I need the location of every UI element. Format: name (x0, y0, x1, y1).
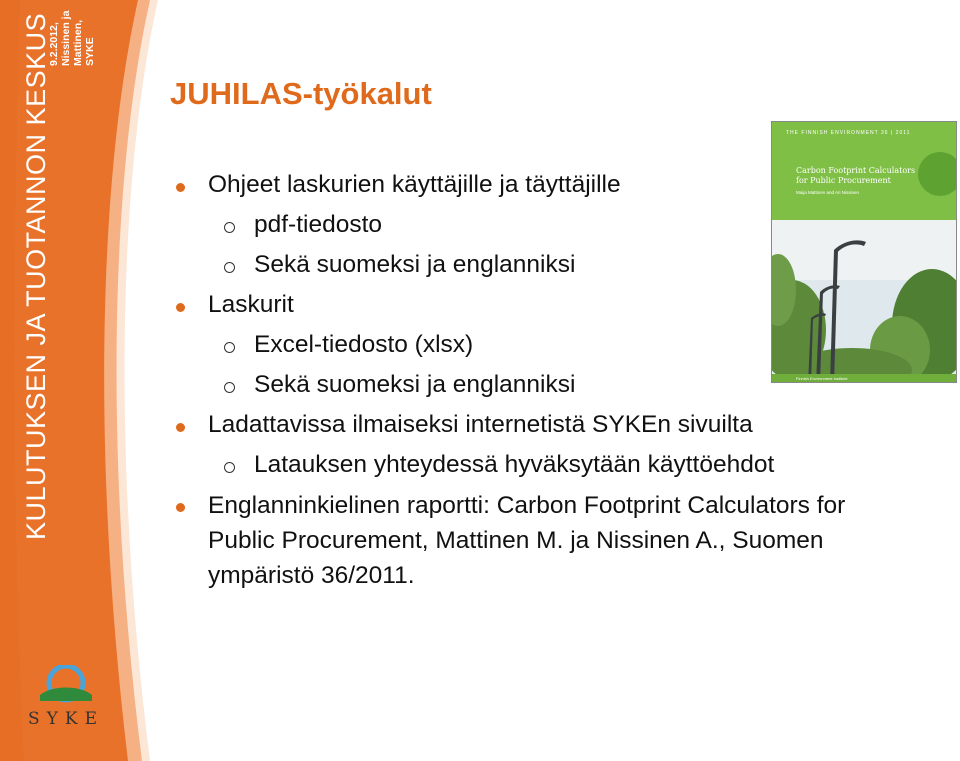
author-line: Nissinen ja (60, 10, 72, 66)
syke-logo (18, 665, 114, 735)
cover-title (796, 166, 916, 186)
sub-bullet-ring-icon (224, 222, 235, 233)
cover-photo (772, 220, 957, 383)
sub-bullet-ring-icon (224, 462, 235, 473)
cover-series: THE FINNISH ENVIRONMENT 36 | 2011 (786, 130, 911, 136)
syke-logo-icon (36, 665, 96, 707)
sub-bullet-text: Latauksen yhteydessä hyväksytään käyttöehdot (254, 451, 775, 478)
org-line: SYKE (84, 37, 96, 66)
bullet-text-line: Public Procurement, Mattinen M. ja Nissinen A., Suomen (208, 527, 824, 554)
author-line: Mattinen, (72, 19, 84, 66)
bullet-text-line: Englanninkielinen raportti: Carbon Footprint Calculators for (208, 492, 846, 519)
bullet-text-line: ympäristö 36/2011. (208, 562, 415, 589)
bullet-dot-icon (176, 183, 185, 192)
sub-bullet-text: Sekä suomeksi ja englanniksi (254, 251, 576, 278)
vertical-title: KULUTUKSEN JA TUOTANNON KESKUS (21, 12, 51, 540)
sub-bullet-ring-icon (224, 382, 235, 393)
bullet-dot-icon (176, 303, 185, 312)
cover-footer: Finnish Environment Institute (772, 374, 957, 383)
cover-badge-icon (918, 152, 957, 196)
sub-bullet-text: pdf-tiedosto (254, 211, 383, 238)
cover-authors: Maija Mattinen and Ari Nissinen (796, 190, 860, 195)
bullet-dot-icon (176, 423, 185, 432)
date-line: 9.2.2012, (48, 22, 60, 66)
bullet-text: Laskurit (208, 291, 294, 318)
sub-bullet-ring-icon (224, 342, 235, 353)
sub-bullet-text: Excel-tiedosto (xlsx) (254, 331, 474, 358)
sub-bullet-ring-icon (224, 262, 235, 273)
report-cover-image (771, 121, 957, 383)
bullet-text: Ohjeet laskurien käyttäjille ja täyttäjille (208, 171, 621, 198)
syke-logo-text: SYKE (28, 709, 104, 729)
sub-bullet-text: Sekä suomeksi ja englanniksi (254, 371, 576, 398)
bullet-item (176, 488, 956, 593)
sub-bullet-item (176, 448, 956, 482)
cover-title-line: Carbon Footprint Calculators (796, 166, 916, 175)
bullet-text: Ladattavissa ilmaiseksi internetistä SYKEn sivuilta (208, 411, 753, 438)
bullet-item (176, 408, 956, 442)
date-author-block (48, 6, 94, 66)
page-title: JUHILAS-työkalut (170, 76, 432, 111)
bullet-dot-icon (176, 503, 185, 512)
cover-title-line: for Public Procurement (796, 176, 891, 185)
